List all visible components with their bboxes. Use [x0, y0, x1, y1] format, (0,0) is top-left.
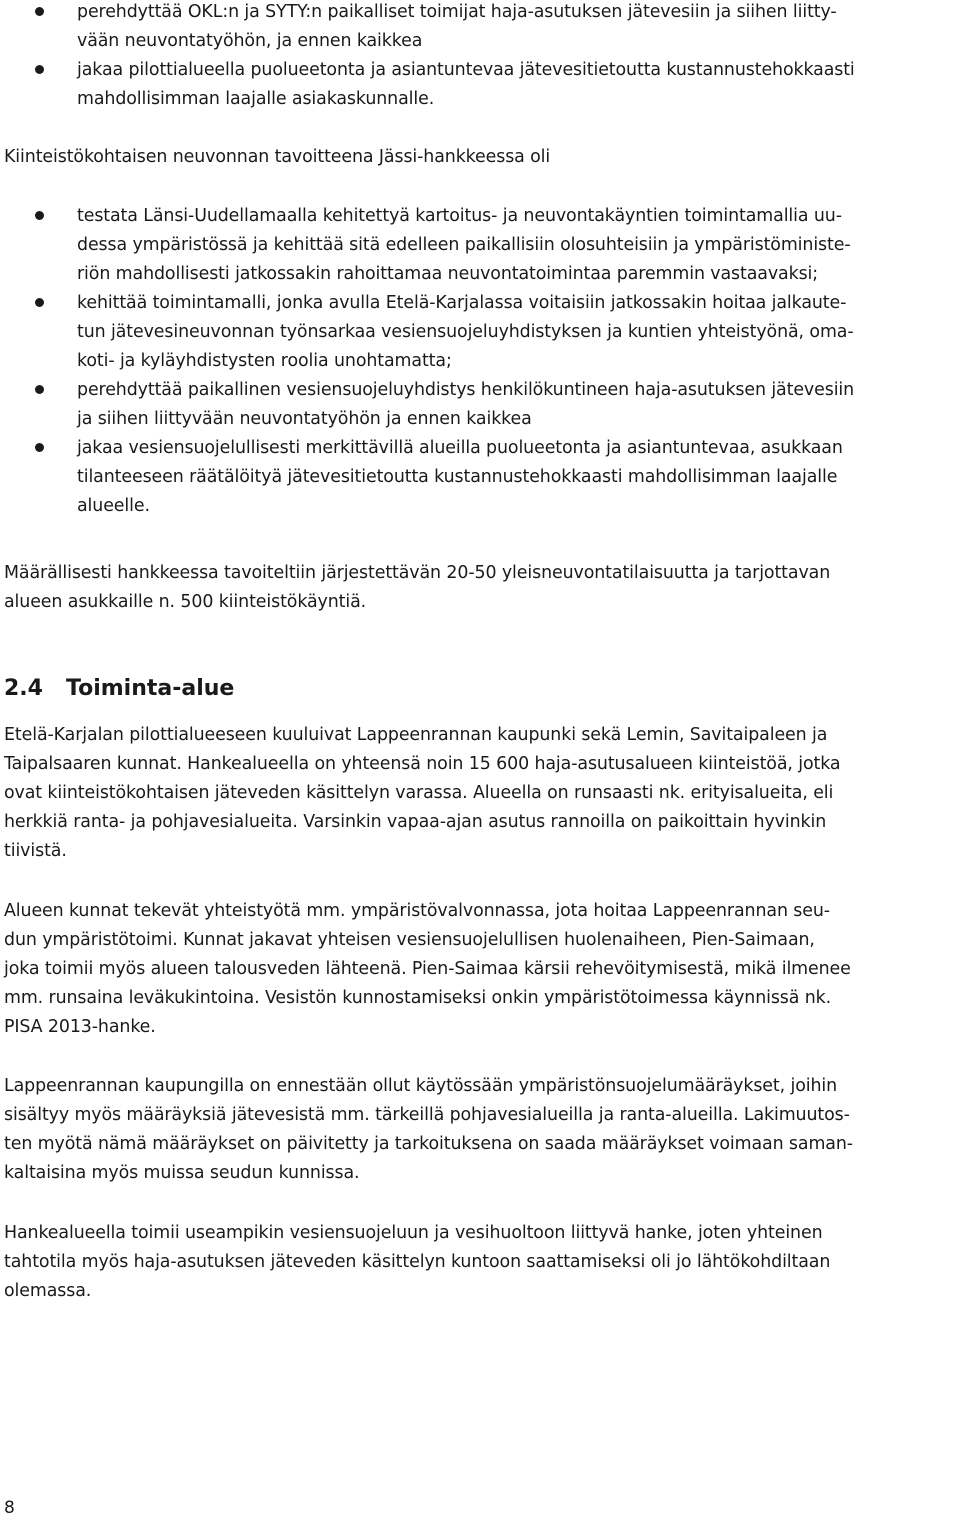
- goals-bullet-list: [0, 202, 956, 521]
- list-item: [0, 434, 956, 521]
- bullet-icon: [35, 65, 44, 74]
- list-item-line: ja siihen liittyvään neuvontatyöhön ja ennen kaikkea: [77, 409, 532, 429]
- paragraph-line: Etelä-Karjalan pilottialueeseen kuuluivat Lappeenrannan kaupunki sekä Lemin, Savitaipaleen ja: [4, 725, 828, 745]
- body-paragraph: [4, 1219, 954, 1306]
- paragraph-line: ten myötä nämä määräykset on päivitetty ja tarkoituksena on saada määräykset voimaan saman-: [4, 1134, 853, 1154]
- list-item-line: vään neuvontatyöhön, ja ennen kaikkea: [77, 31, 423, 51]
- list-item-line: alueelle.: [77, 496, 150, 516]
- body-paragraph: [4, 897, 954, 1042]
- paragraph-line: herkkiä ranta- ja pohjavesialueita. Varsinkin vapaa-ajan asutus rannoilla on paikoittain hyvinkin: [4, 812, 827, 832]
- paragraph-line: joka toimii myös alueen talousveden lähteenä. Pien-Saimaa kärsii rehevöitymisestä, mikä ilmenee: [4, 959, 851, 979]
- paragraph-line: olemassa.: [4, 1281, 92, 1301]
- paragraph-line: Kiinteistökohtaisen neuvonnan tavoitteena Jässi-hankkeessa oli: [4, 147, 551, 167]
- list-item: [0, 202, 956, 289]
- list-item-line: mahdollisimman laajalle asiakaskunnalle.: [77, 89, 435, 109]
- section-heading: [4, 673, 234, 705]
- paragraph-line: PISA 2013-hanke.: [4, 1017, 156, 1037]
- paragraph-line: sisältyy myös määräyksiä jätevesistä mm. tärkeillä pohjavesialueilla ja ranta-alueilla. Lakimuutos-: [4, 1105, 850, 1125]
- list-item-line: perehdyttää OKL:n ja SYTY:n paikalliset toimijat haja-asutuksen jätevesiin ja siihen liitty-: [77, 2, 837, 22]
- paragraph-line: Määrällisesti hankkeessa tavoiteltiin järjestettävän 20-50 yleisneuvontatilaisuutta ja tarjottavan: [4, 563, 831, 583]
- bullet-icon: [35, 443, 44, 452]
- bullet-icon: [35, 7, 44, 16]
- list-item-line: jakaa pilottialueella puolueetonta ja asiantuntevaa jätevesitietoutta kustannustehokkaasti: [77, 60, 855, 80]
- list-item-line: tun jätevesineuvonnan työnsarkaa vesiensuojeluyhdistyksen ja kuntien yhteistyönä, oma-: [77, 322, 854, 342]
- list-item-line: tilanteeseen räätälöityä jätevesitietoutta kustannustehokkaasti mahdollisimman laajalle: [77, 467, 838, 487]
- section-title: Toiminta-alue: [66, 676, 235, 702]
- paragraph-line: ovat kiinteistökohtaisen jäteveden käsittelyn varassa. Alueella on runsaasti nk. erityisalueita, eli: [4, 783, 834, 803]
- body-paragraph: [4, 721, 954, 866]
- paragraph-line: Hankealueella toimii useampikin vesiensuojeluun ja vesihuoltoon liittyvä hanke, joten yhteinen: [4, 1223, 823, 1243]
- body-paragraph: [4, 1072, 954, 1188]
- paragraph-line: tahtotila myös haja-asutuksen jäteveden käsittelyn kuntoon saattamiseksi oli jo lähtökohdiltaan: [4, 1252, 831, 1272]
- top-bullet-list: [0, 0, 956, 114]
- paragraph-line: alueen asukkaille n. 500 kiinteistökäyntiä.: [4, 592, 367, 612]
- list-item: [0, 0, 956, 56]
- section-number: 2.4: [4, 676, 43, 702]
- list-item-line: testata Länsi-Uudellamaalla kehitettyä kartoitus- ja neuvontakäyntien toimintamallia uu-: [77, 206, 842, 226]
- list-item-line: dessa ympäristössä ja kehittää sitä edelleen paikallisiin olosuhteisiin ja ympäristöministe-: [77, 235, 851, 255]
- paragraph-line: Alueen kunnat tekevät yhteistyötä mm. ympäristövalvonnassa, jota hoitaa Lappeenrannan seu-: [4, 901, 830, 921]
- intro-paragraph: [4, 143, 954, 172]
- list-item: [0, 56, 956, 114]
- list-item-line: jakaa vesiensuojelullisesti merkittävillä alueilla puolueetonta ja asiantuntevaa, asukkaan: [77, 438, 843, 458]
- list-item-line: riön mahdollisesti jatkossakin rahoittamaa neuvontatoimintaa paremmin vastaavaksi;: [77, 264, 819, 284]
- paragraph-line: Lappeenrannan kaupungilla on ennestään ollut käytössään ympäristönsuojelumääräykset, joihin: [4, 1076, 838, 1096]
- quantity-paragraph: [4, 559, 954, 617]
- paragraph-line: tiivistä.: [4, 841, 67, 861]
- paragraph-line: dun ympäristötoimi. Kunnat jakavat yhteisen vesiensuojelullisen huolenaiheen, Pien-Saimaan,: [4, 930, 815, 950]
- paragraph-line: kaltaisina myös muissa seudun kunnissa.: [4, 1163, 360, 1183]
- list-item: [0, 289, 956, 376]
- bullet-icon: [35, 298, 44, 307]
- list-item-line: koti- ja kyläyhdistysten roolia unohtamatta;: [77, 351, 452, 371]
- list-item-line: kehittää toimintamalli, jonka avulla Etelä-Karjalassa voitaisiin jatkossakin hoitaa jalkaute-: [77, 293, 847, 313]
- bullet-icon: [35, 211, 44, 220]
- paragraph-line: mm. runsaina leväkukintoina. Vesistön kunnostamiseksi onkin ympäristötoimessa käynnissä nk.: [4, 988, 832, 1008]
- bullet-icon: [35, 385, 44, 394]
- page-number: 8: [4, 1498, 15, 1518]
- list-item-line: perehdyttää paikallinen vesiensuojeluyhdistys henkilökuntineen haja-asutuksen jätevesiin: [77, 380, 855, 400]
- paragraph-line: Taipalsaaren kunnat. Hankealueella on yhteensä noin 15 600 haja-asutusalueen kiinteistöä, jotka: [4, 754, 841, 774]
- list-item: [0, 376, 956, 434]
